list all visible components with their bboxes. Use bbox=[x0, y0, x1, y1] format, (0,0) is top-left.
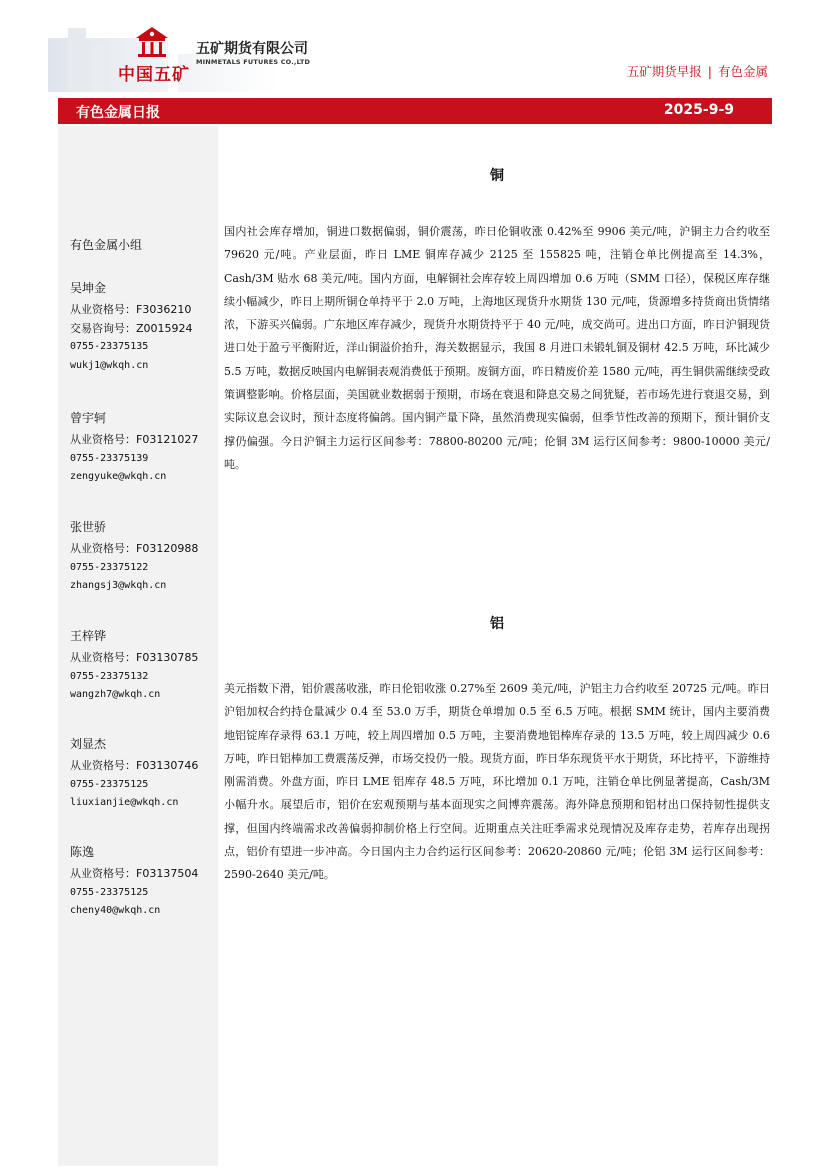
analyst-email[interactable]: zengyuke@wkqh.cn bbox=[70, 471, 167, 482]
company-name-cn: 五矿期货有限公司 bbox=[196, 41, 308, 57]
section-title-aluminum: 铝 bbox=[490, 616, 504, 632]
minmetals-logo-icon bbox=[134, 24, 170, 58]
section-body-aluminum: 美元指数下滑，铝价震荡收涨，昨日伦铝收涨 0.27%至 2609 美元/吨，沪铝主力合约收至 20725 元/吨。昨日沪铝加权合约持仓量减少 0.4 至 53.0 万手，期货仓单增加 0.5 至 6.5 万吨。根据 SMM 统计，国内主要消费地铝锭库存录得 63.1 万吨，较上周四增加 0.5 万吨，主要消费地铝棒库存录的 13.5 万吨，较上周四减少 0.6 万吨，昨日铝棒加工费震荡反弹，市场交投仍一般。现货方面，昨日华东现货平水于期货，环比持平，下游维持刚需消费。外盘方面，昨日 LME 铝库存 48.5 万吨，环比增加 0.1 万吨，注销仓单比例显著提高，Cash/3M 小幅升水。展望后市，铝价在宏观预期与基本面现实之间博弈震荡。海外降息预期和铝材出口保持韧性提供支撑，但国内终端需求改善偏弱抑制价格上行空间。近期重点关注旺季需求兑现情况及库存走势，若库存出现拐点，铝价有望进一步冲高。今日国内主力合约运行区间参考：20620-20860 元/吨；伦铝 3M 运行区间参考：2590-2640 美元/吨。 bbox=[224, 682, 770, 882]
analyst-license: 从业资格号：F03130785 bbox=[70, 651, 199, 664]
report-category: 有色金属 bbox=[717, 64, 768, 79]
analyst-card bbox=[70, 735, 220, 813]
analyst-name: 王梓铧 bbox=[70, 629, 107, 643]
analyst-card bbox=[70, 518, 220, 596]
analyst-phone: 0755-23375122 bbox=[70, 561, 149, 573]
analyst-card bbox=[70, 627, 220, 705]
analyst-name: 刘显杰 bbox=[70, 737, 107, 751]
section-title-copper: 铜 bbox=[490, 168, 504, 184]
report-title: 有色金属日报 bbox=[76, 105, 160, 121]
analyst-name: 吴坤金 bbox=[70, 281, 107, 295]
analyst-email[interactable]: cheny40@wkqh.cn bbox=[70, 905, 161, 916]
analyst-phone: 0755-23375135 bbox=[70, 341, 149, 352]
report-type-label bbox=[627, 62, 768, 80]
analyst-name: 张世骄 bbox=[70, 520, 107, 534]
analyst-email[interactable]: wangzh7@wkqh.cn bbox=[70, 689, 161, 700]
analyst-sidebar bbox=[58, 126, 218, 1166]
page-header bbox=[48, 20, 772, 92]
analyst-consult-license: 交易咨询号：Z0015924 bbox=[70, 321, 193, 335]
logo-text: 中国五矿 bbox=[118, 65, 190, 85]
analyst-email[interactable]: zhangsj3@wkqh.cn bbox=[70, 580, 167, 591]
company-name-en: MINMETALS FUTURES CO.,LTD bbox=[196, 58, 311, 66]
analyst-license: 从业资格号：F03121027 bbox=[70, 433, 199, 446]
team-title: 有色金属小组 bbox=[70, 238, 143, 252]
analyst-phone: 0755-23375125 bbox=[70, 778, 149, 790]
analyst-phone: 0755-23375132 bbox=[70, 670, 149, 682]
analyst-card bbox=[70, 409, 220, 487]
analyst-name: 曾宇轲 bbox=[70, 411, 107, 425]
analyst-license: 从业资格号：F3036210 bbox=[70, 303, 192, 316]
analyst-license: 从业资格号：F03130746 bbox=[70, 759, 199, 772]
analyst-phone: 0755-23375139 bbox=[70, 452, 149, 464]
analyst-name: 陈逸 bbox=[70, 845, 95, 859]
title-banner bbox=[58, 98, 772, 124]
report-date: 2025-9-9 bbox=[663, 102, 734, 118]
analyst-email[interactable]: wukj1@wkqh.cn bbox=[70, 359, 149, 371]
analyst-phone: 0755-23375125 bbox=[70, 886, 149, 898]
analyst-card bbox=[70, 279, 220, 375]
analyst-email[interactable]: liuxianjie@wkqh.cn bbox=[70, 797, 179, 808]
analyst-license: 从业资格号：F03137504 bbox=[70, 867, 199, 880]
header-separator: | bbox=[707, 64, 712, 79]
analyst-card bbox=[70, 843, 220, 921]
report-type: 五矿期货早报 bbox=[626, 64, 702, 79]
analyst-license: 从业资格号：F03120988 bbox=[70, 542, 199, 555]
section-body-copper: 国内社会库存增加，铜进口数据偏弱，铜价震荡，昨日伦铜收涨 0.42%至 9906 美元/吨，沪铜主力合约收至 79620 元/吨。产业层面，昨日 LME 铜库存减少 2125 至 155825 吨，注销仓单比例提高至 14.3%，Cash/3M 贴水 68 美元/吨。国内方面，电解铜社会库存较上周四增加 0.6 万吨（SMM 口径），保税区库存继续小幅减少，昨日上期所铜仓单持平于 2.0 万吨，上海地区现货升水期货 130 元/吨，货源增多持货商出货情绪浓，下游买兴偏弱。广东地区库存减少，现货升水期货持平于 40 元/吨，成交尚可。进出口方面，昨日沪铜现货进口处于盈亏平衡附近，洋山铜溢价抬升，海关数据显示，我国 8 月进口未锻轧铜及铜材 42.5 万吨，环比减少 5.5 万吨，数据反映国内电解铜表观消费低于预期。废铜方面，昨日精废价差 1580 元/吨，再生铜供需继续受政策调整影响。价格层面，美国就业数据弱于预期，市场在衰退和降息交易之间犹疑，若市场先进行衰退交易，到实际议息会议时，预计态度将偏鸽。国内铜产量下降，虽然消费现实偏弱，但季节性改善的预期下，预计铜价支撑仍偏强。今日沪铜主力运行区间参考：78800-80200 元/吨；伦铜 3M 运行区间参考：9800-10000 美元/吨。 bbox=[224, 225, 770, 471]
